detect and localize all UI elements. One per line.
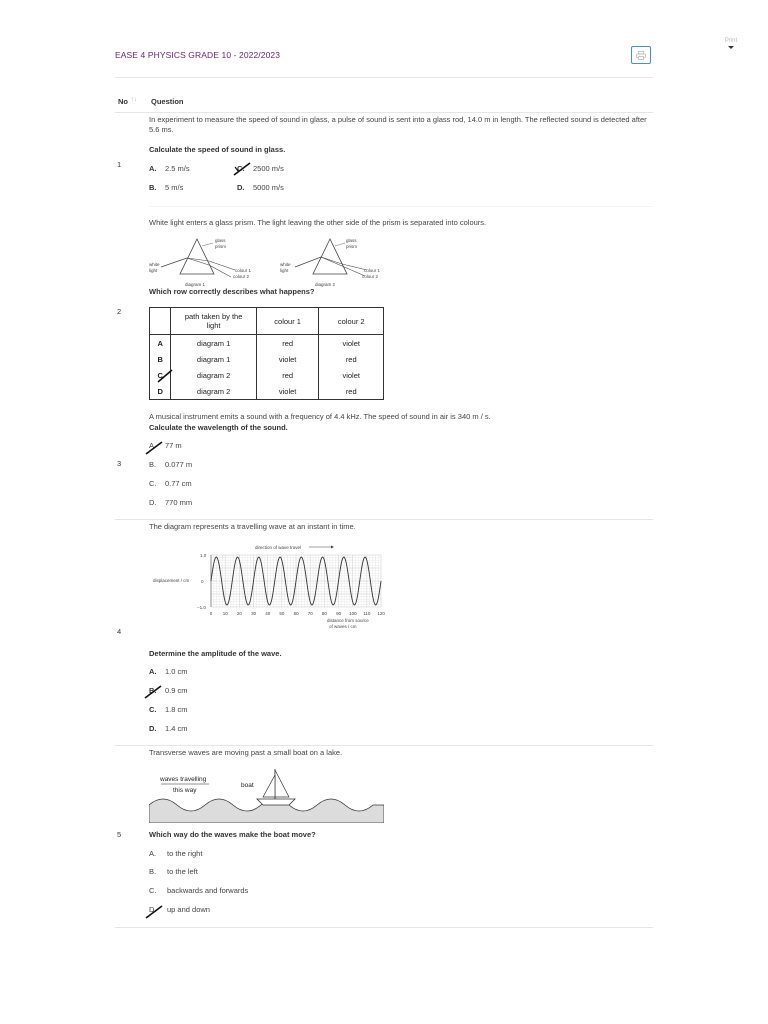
option-letter: C. bbox=[149, 886, 157, 895]
x-tick-label: 70 bbox=[307, 611, 313, 616]
label-diagram-2: diagram 2 bbox=[315, 282, 336, 287]
row-letter: C bbox=[150, 367, 171, 383]
question-text: Transverse waves are moving past a small boat on a lake. bbox=[149, 748, 343, 757]
answer-mark-icon bbox=[144, 904, 164, 920]
x-axis-label: distance from source bbox=[327, 618, 369, 623]
divider bbox=[149, 206, 653, 207]
caret-down-icon bbox=[728, 46, 734, 49]
answer-mark-icon bbox=[232, 161, 252, 177]
answer-mark-icon bbox=[156, 368, 174, 384]
option-c[interactable] bbox=[149, 705, 188, 714]
option-c[interactable] bbox=[149, 479, 192, 488]
row-letter: D bbox=[150, 383, 171, 400]
table-row[interactable] bbox=[150, 335, 384, 352]
option-text: 5000 m/s bbox=[253, 183, 284, 192]
question-prompt: Calculate the wavelength of the sound. bbox=[149, 423, 288, 432]
option-text: 2.5 m/s bbox=[165, 164, 190, 173]
option-text: 1.4 cm bbox=[165, 724, 188, 733]
option-letter: D. bbox=[149, 905, 157, 914]
table-cell: violet bbox=[256, 383, 319, 400]
option-letter: C. bbox=[149, 479, 157, 488]
x-tick-label: 80 bbox=[321, 611, 327, 616]
label-light: light bbox=[149, 268, 158, 273]
option-text: 77 m bbox=[165, 441, 182, 450]
option-letter: C. bbox=[237, 164, 245, 173]
x-tick-label: 30 bbox=[251, 611, 257, 616]
print-link[interactable] bbox=[720, 38, 742, 49]
label-colour-2: colour 2 bbox=[233, 274, 250, 279]
column-no-label: No bbox=[118, 97, 128, 106]
label-colour-1: colour 1 bbox=[235, 268, 252, 273]
question-text: White light enters a glass prism. The light leaving the other side of the prism is separated into colours. bbox=[149, 218, 487, 227]
label-diagram-1: diagram 1 bbox=[185, 282, 206, 287]
y-tick-label: 0 bbox=[201, 579, 204, 584]
x-tick-label: 0 bbox=[209, 611, 213, 616]
question-prompt: Determine the amplitude of the wave. bbox=[149, 649, 282, 658]
column-header-no[interactable] bbox=[118, 97, 137, 106]
label-light: light bbox=[280, 268, 289, 273]
waves-label: waves travelling bbox=[160, 776, 207, 783]
option-b[interactable] bbox=[149, 183, 183, 192]
question-text: The diagram represents a travelling wave at an instant in time. bbox=[149, 522, 356, 531]
question-number: 4 bbox=[117, 627, 122, 636]
answer-mark-icon bbox=[143, 684, 163, 700]
divider bbox=[115, 519, 653, 520]
question-text: A musical instrument emits a sound with a frequency of 4.4 kHz. The speed of sound in air is 340 m / s. bbox=[149, 412, 491, 421]
x-tick-label: 60 bbox=[293, 611, 299, 616]
boat-hull bbox=[257, 799, 295, 805]
question-number: 1 bbox=[117, 160, 122, 169]
option-letter: A. bbox=[149, 164, 157, 173]
option-a[interactable] bbox=[149, 164, 190, 173]
question-number: 2 bbox=[117, 307, 122, 316]
label-colour-1: colour 1 bbox=[364, 268, 381, 273]
wave-graph bbox=[149, 540, 389, 632]
row-letter: A bbox=[150, 335, 171, 352]
option-letter: D. bbox=[237, 183, 245, 192]
table-cell: red bbox=[319, 351, 384, 367]
option-d[interactable] bbox=[237, 183, 284, 192]
option-letter: C. bbox=[149, 705, 157, 714]
boat-label: boat bbox=[241, 782, 254, 789]
option-letter: A. bbox=[149, 441, 157, 450]
option-letter: A. bbox=[149, 849, 157, 858]
option-b[interactable] bbox=[149, 460, 192, 469]
direction-arrow-head bbox=[331, 546, 334, 549]
label-prism: prism bbox=[346, 244, 357, 249]
divider bbox=[115, 112, 653, 113]
option-text: 1.8 cm bbox=[165, 705, 188, 714]
x-tick-label: 50 bbox=[279, 611, 285, 616]
label-glass: glass bbox=[346, 238, 357, 243]
option-a[interactable] bbox=[149, 849, 202, 858]
option-text: backwards and forwards bbox=[167, 886, 249, 895]
direction-label: direction of wave travel bbox=[255, 545, 302, 550]
option-text: 770 mm bbox=[165, 498, 193, 507]
x-tick-label: 100 bbox=[349, 611, 357, 616]
table-cell: violet bbox=[256, 351, 319, 367]
x-tick-label: 90 bbox=[336, 611, 342, 616]
option-d[interactable] bbox=[149, 498, 192, 507]
printer-icon bbox=[636, 51, 646, 60]
option-text: to the left bbox=[167, 867, 198, 876]
option-letter: B. bbox=[149, 867, 157, 876]
option-letter: A. bbox=[149, 667, 157, 676]
table-header-cell: colour 2 bbox=[319, 308, 384, 335]
option-text: 1.0 cm bbox=[165, 667, 188, 676]
row-letter: B bbox=[150, 351, 171, 367]
prism-diagram bbox=[147, 234, 387, 290]
option-letter: B. bbox=[149, 183, 157, 192]
option-text: 0.077 m bbox=[165, 460, 193, 469]
answer-table bbox=[149, 307, 384, 400]
page-title: EASE 4 PHYSICS GRADE 10 - 2022/2023 bbox=[115, 50, 281, 60]
question-prompt: Calculate the speed of sound in glass. bbox=[149, 145, 286, 154]
question-text: In experiment to measure the speed of sound in glass, a pulse of sound is sent into a glass rod, 14.0 m in length. The reflected sound is detected after 5.6 ms. bbox=[149, 115, 647, 134]
y-axis-label: displacement / cm bbox=[153, 578, 190, 583]
question-number: 5 bbox=[117, 830, 122, 839]
table-cell: red bbox=[256, 367, 319, 383]
x-tick-label: 20 bbox=[236, 611, 242, 616]
option-text: 2500 m/s bbox=[253, 164, 284, 173]
option-d[interactable] bbox=[149, 724, 188, 733]
option-text: to the right bbox=[167, 849, 203, 858]
option-text: 0.77 cm bbox=[165, 479, 192, 488]
x-tick-labels bbox=[210, 611, 386, 616]
table-header-cell: path taken by the light bbox=[171, 308, 256, 335]
option-text: 5 m/s bbox=[165, 183, 184, 192]
option-text: 0.9 cm bbox=[165, 686, 188, 695]
y-tick-label: 1.0 bbox=[200, 553, 207, 558]
table-cell: red bbox=[319, 383, 384, 400]
print-button[interactable] bbox=[631, 46, 651, 64]
label-prism: prism bbox=[215, 244, 226, 249]
table-cell: diagram 2 bbox=[171, 367, 256, 383]
x-tick-label: 110 bbox=[363, 611, 371, 616]
table-row[interactable] bbox=[150, 351, 384, 367]
table-cell: red bbox=[256, 335, 319, 352]
question-prompt: Which row correctly describes what happens? bbox=[149, 287, 315, 296]
option-letter: B. bbox=[149, 686, 157, 695]
table-header-cell: colour 1 bbox=[256, 308, 319, 335]
y-tick-label: −1.0 bbox=[197, 605, 206, 610]
table-header-cell bbox=[150, 308, 171, 335]
boat-diagram bbox=[149, 765, 384, 823]
option-letter: B. bbox=[149, 460, 157, 469]
waves-label: this way bbox=[173, 787, 197, 794]
table-cell: diagram 2 bbox=[171, 383, 256, 400]
label-colour-2: colour 2 bbox=[362, 274, 379, 279]
table-row[interactable] bbox=[150, 367, 384, 383]
divider bbox=[115, 77, 653, 78]
option-b[interactable] bbox=[149, 867, 198, 876]
x-axis-label: of waves / cm bbox=[329, 624, 357, 629]
label-white: white bbox=[280, 262, 291, 267]
table-cell: diagram 1 bbox=[171, 351, 256, 367]
x-tick-label: 40 bbox=[265, 611, 271, 616]
option-c[interactable] bbox=[149, 886, 248, 895]
column-header-question: Question bbox=[151, 97, 184, 106]
table-cell: diagram 1 bbox=[171, 335, 256, 352]
question-number: 3 bbox=[117, 459, 122, 468]
divider bbox=[115, 927, 653, 928]
table-row[interactable] bbox=[150, 383, 384, 400]
sort-icon[interactable]: ↑↓ bbox=[131, 97, 137, 103]
option-text: up and down bbox=[167, 905, 210, 914]
print-label: Print bbox=[724, 38, 738, 44]
x-tick-label: 10 bbox=[222, 611, 228, 616]
label-glass: glass bbox=[215, 238, 226, 243]
divider bbox=[115, 745, 653, 746]
option-letter: D. bbox=[149, 724, 157, 733]
table-cell: violet bbox=[319, 367, 384, 383]
x-tick-label: 120 bbox=[377, 611, 385, 616]
table-cell: violet bbox=[319, 335, 384, 352]
label-white: white bbox=[149, 262, 160, 267]
question-prompt: Which way do the waves make the boat move? bbox=[149, 830, 316, 839]
answer-mark-icon bbox=[144, 440, 164, 456]
option-letter: D. bbox=[149, 498, 157, 507]
option-a[interactable] bbox=[149, 667, 188, 676]
